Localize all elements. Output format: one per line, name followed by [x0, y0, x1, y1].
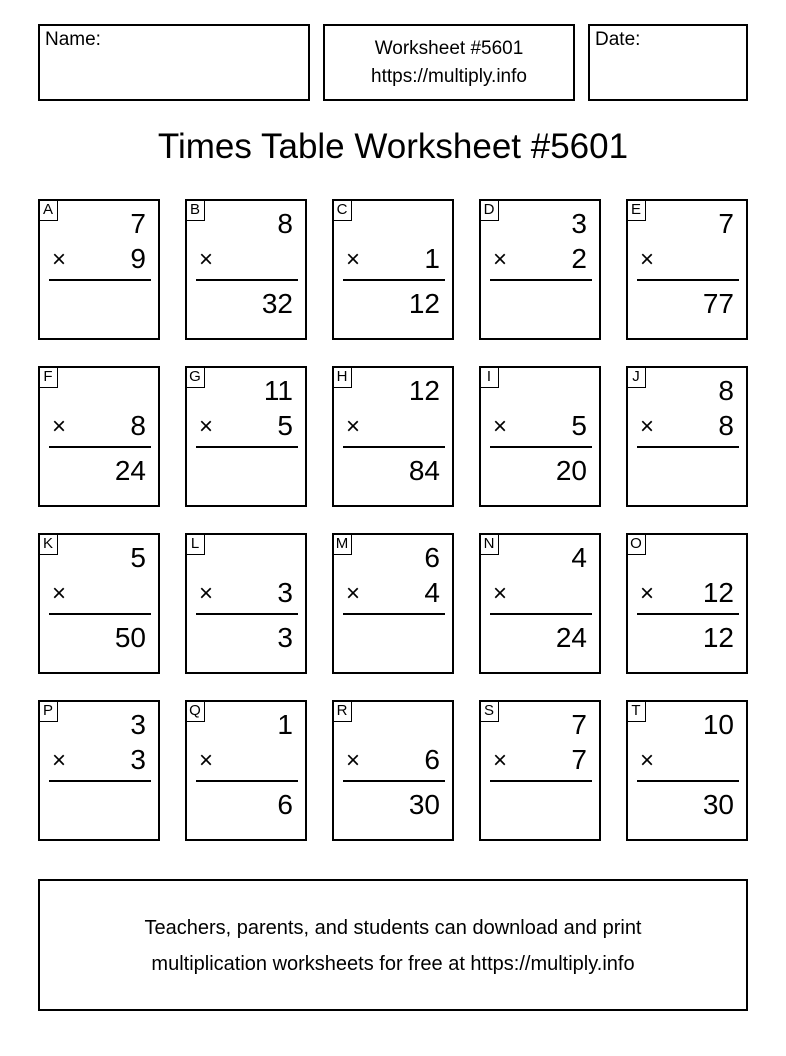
- top-number[interactable]: 3: [130, 709, 146, 740]
- problem-letter: P: [38, 700, 58, 722]
- problem-card: [479, 366, 601, 507]
- bottom-number[interactable]: 2: [571, 243, 587, 274]
- answer-rule: [637, 780, 739, 782]
- footer-line-2: multiplication worksheets for free at https://multiply.info: [151, 953, 635, 975]
- times-symbol: ×: [346, 413, 361, 440]
- answer-number[interactable]: 12: [408, 288, 440, 319]
- times-symbol: ×: [52, 413, 67, 440]
- answer-number[interactable]: 32: [261, 288, 293, 319]
- problem-letter: S: [479, 700, 499, 722]
- top-number[interactable]: 1: [277, 709, 293, 740]
- times-symbol: ×: [640, 246, 655, 273]
- date-field-box[interactable]: [588, 24, 748, 101]
- problem-letter: H: [332, 366, 352, 388]
- problem-card: [38, 533, 160, 674]
- answer-number[interactable]: 30: [408, 789, 440, 820]
- problem-letter: G: [185, 366, 205, 388]
- answer-number[interactable]: 84: [408, 455, 440, 486]
- answer-number[interactable]: 24: [114, 455, 146, 486]
- problem-letter: I: [479, 366, 499, 388]
- times-symbol: ×: [199, 747, 214, 774]
- problem-letter: O: [626, 533, 646, 555]
- times-symbol: ×: [52, 246, 67, 273]
- problem-card: [479, 199, 601, 340]
- problem-letter: A: [38, 199, 58, 221]
- problem-card: [185, 533, 307, 674]
- name-label: Name:: [45, 29, 101, 50]
- problem-letter: T: [626, 700, 646, 722]
- answer-rule: [637, 446, 739, 448]
- answer-rule: [490, 613, 592, 615]
- bottom-number[interactable]: 8: [718, 410, 734, 441]
- top-number[interactable]: 11: [263, 375, 293, 406]
- bottom-number[interactable]: 4: [424, 577, 440, 608]
- top-number[interactable]: 8: [718, 375, 734, 406]
- answer-rule: [343, 613, 445, 615]
- problem-card: [626, 700, 748, 841]
- top-number[interactable]: 4: [571, 542, 587, 573]
- top-number[interactable]: 3: [571, 208, 587, 239]
- times-symbol: ×: [640, 580, 655, 607]
- name-field-box[interactable]: [38, 24, 310, 101]
- problem-letter: L: [185, 533, 205, 555]
- bottom-number[interactable]: 5: [277, 410, 293, 441]
- footer-line-1: Teachers, parents, and students can download and print: [144, 917, 642, 939]
- answer-rule: [49, 780, 151, 782]
- times-symbol: ×: [52, 580, 67, 607]
- answer-rule: [196, 780, 298, 782]
- times-symbol: ×: [493, 246, 508, 273]
- answer-rule: [490, 446, 592, 448]
- date-label: Date:: [595, 29, 641, 50]
- answer-rule: [637, 279, 739, 281]
- top-number[interactable]: 7: [718, 208, 734, 239]
- answer-rule: [490, 780, 592, 782]
- bottom-number[interactable]: 12: [702, 577, 734, 608]
- problem-card: [185, 199, 307, 340]
- top-number[interactable]: 12: [408, 375, 440, 406]
- answer-rule: [49, 613, 151, 615]
- problem-card: [332, 533, 454, 674]
- problem-card: [332, 199, 454, 340]
- problem-letter: B: [185, 199, 205, 221]
- bottom-number[interactable]: 9: [130, 243, 146, 274]
- worksheet-url: https://multiply.info: [371, 66, 527, 87]
- problem-letter: E: [626, 199, 646, 221]
- times-symbol: ×: [52, 747, 67, 774]
- problem-card: [626, 199, 748, 340]
- answer-number[interactable]: 6: [277, 789, 293, 820]
- answer-number[interactable]: 12: [702, 622, 734, 653]
- problem-card: [479, 700, 601, 841]
- times-symbol: ×: [346, 580, 361, 607]
- footer-note: [38, 879, 748, 1011]
- problem-card: [479, 533, 601, 674]
- answer-rule: [343, 446, 445, 448]
- top-number[interactable]: 10: [702, 709, 734, 740]
- bottom-number[interactable]: 7: [571, 744, 587, 775]
- problem-card: [38, 366, 160, 507]
- top-number[interactable]: 6: [424, 542, 440, 573]
- answer-number[interactable]: 20: [555, 455, 587, 486]
- bottom-number[interactable]: 5: [571, 410, 587, 441]
- problem-letter: R: [332, 700, 352, 722]
- problem-card: [38, 199, 160, 340]
- times-symbol: ×: [346, 747, 361, 774]
- page-title: Times Table Worksheet #5601: [157, 127, 629, 166]
- times-symbol: ×: [640, 413, 655, 440]
- answer-rule: [196, 279, 298, 281]
- times-symbol: ×: [493, 747, 508, 774]
- answer-number[interactable]: 50: [114, 622, 146, 653]
- answer-rule: [49, 279, 151, 281]
- bottom-number[interactable]: 1: [424, 243, 440, 274]
- answer-rule: [49, 446, 151, 448]
- times-symbol: ×: [493, 413, 508, 440]
- top-number[interactable]: 7: [571, 709, 587, 740]
- problem-letter: D: [479, 199, 499, 221]
- problem-letter: M: [332, 533, 352, 555]
- bottom-number[interactable]: 8: [130, 410, 146, 441]
- problem-letter: Q: [185, 700, 205, 722]
- problem-card: [185, 700, 307, 841]
- answer-number[interactable]: 3: [277, 622, 293, 653]
- top-number[interactable]: 5: [130, 542, 146, 573]
- problem-card: [626, 533, 748, 674]
- top-number[interactable]: 8: [277, 208, 293, 239]
- answer-rule: [196, 446, 298, 448]
- times-symbol: ×: [493, 580, 508, 607]
- answer-number[interactable]: 30: [702, 789, 734, 820]
- bottom-number[interactable]: 3: [277, 577, 293, 608]
- problem-letter: N: [479, 533, 499, 555]
- problem-letter: J: [626, 366, 646, 388]
- problem-card: [626, 366, 748, 507]
- times-symbol: ×: [199, 413, 214, 440]
- problem-letter: F: [38, 366, 58, 388]
- answer-rule: [196, 613, 298, 615]
- problem-card: [185, 366, 307, 507]
- problem-card: [38, 700, 160, 841]
- problem-letter: K: [38, 533, 58, 555]
- top-number[interactable]: 7: [130, 208, 146, 239]
- times-symbol: ×: [199, 246, 214, 273]
- problem-card: [332, 700, 454, 841]
- answer-number[interactable]: 77: [702, 288, 734, 319]
- worksheet-info-box: [323, 24, 575, 101]
- times-symbol: ×: [640, 747, 655, 774]
- problem-card: [332, 366, 454, 507]
- answer-rule: [490, 279, 592, 281]
- times-symbol: ×: [199, 580, 214, 607]
- times-symbol: ×: [346, 246, 361, 273]
- bottom-number[interactable]: 3: [130, 744, 146, 775]
- bottom-number[interactable]: 6: [424, 744, 440, 775]
- answer-rule: [637, 613, 739, 615]
- worksheet-number: Worksheet #5601: [374, 38, 524, 59]
- answer-rule: [343, 780, 445, 782]
- answer-rule: [343, 279, 445, 281]
- answer-number[interactable]: 24: [555, 622, 587, 653]
- problem-letter: C: [332, 199, 352, 221]
